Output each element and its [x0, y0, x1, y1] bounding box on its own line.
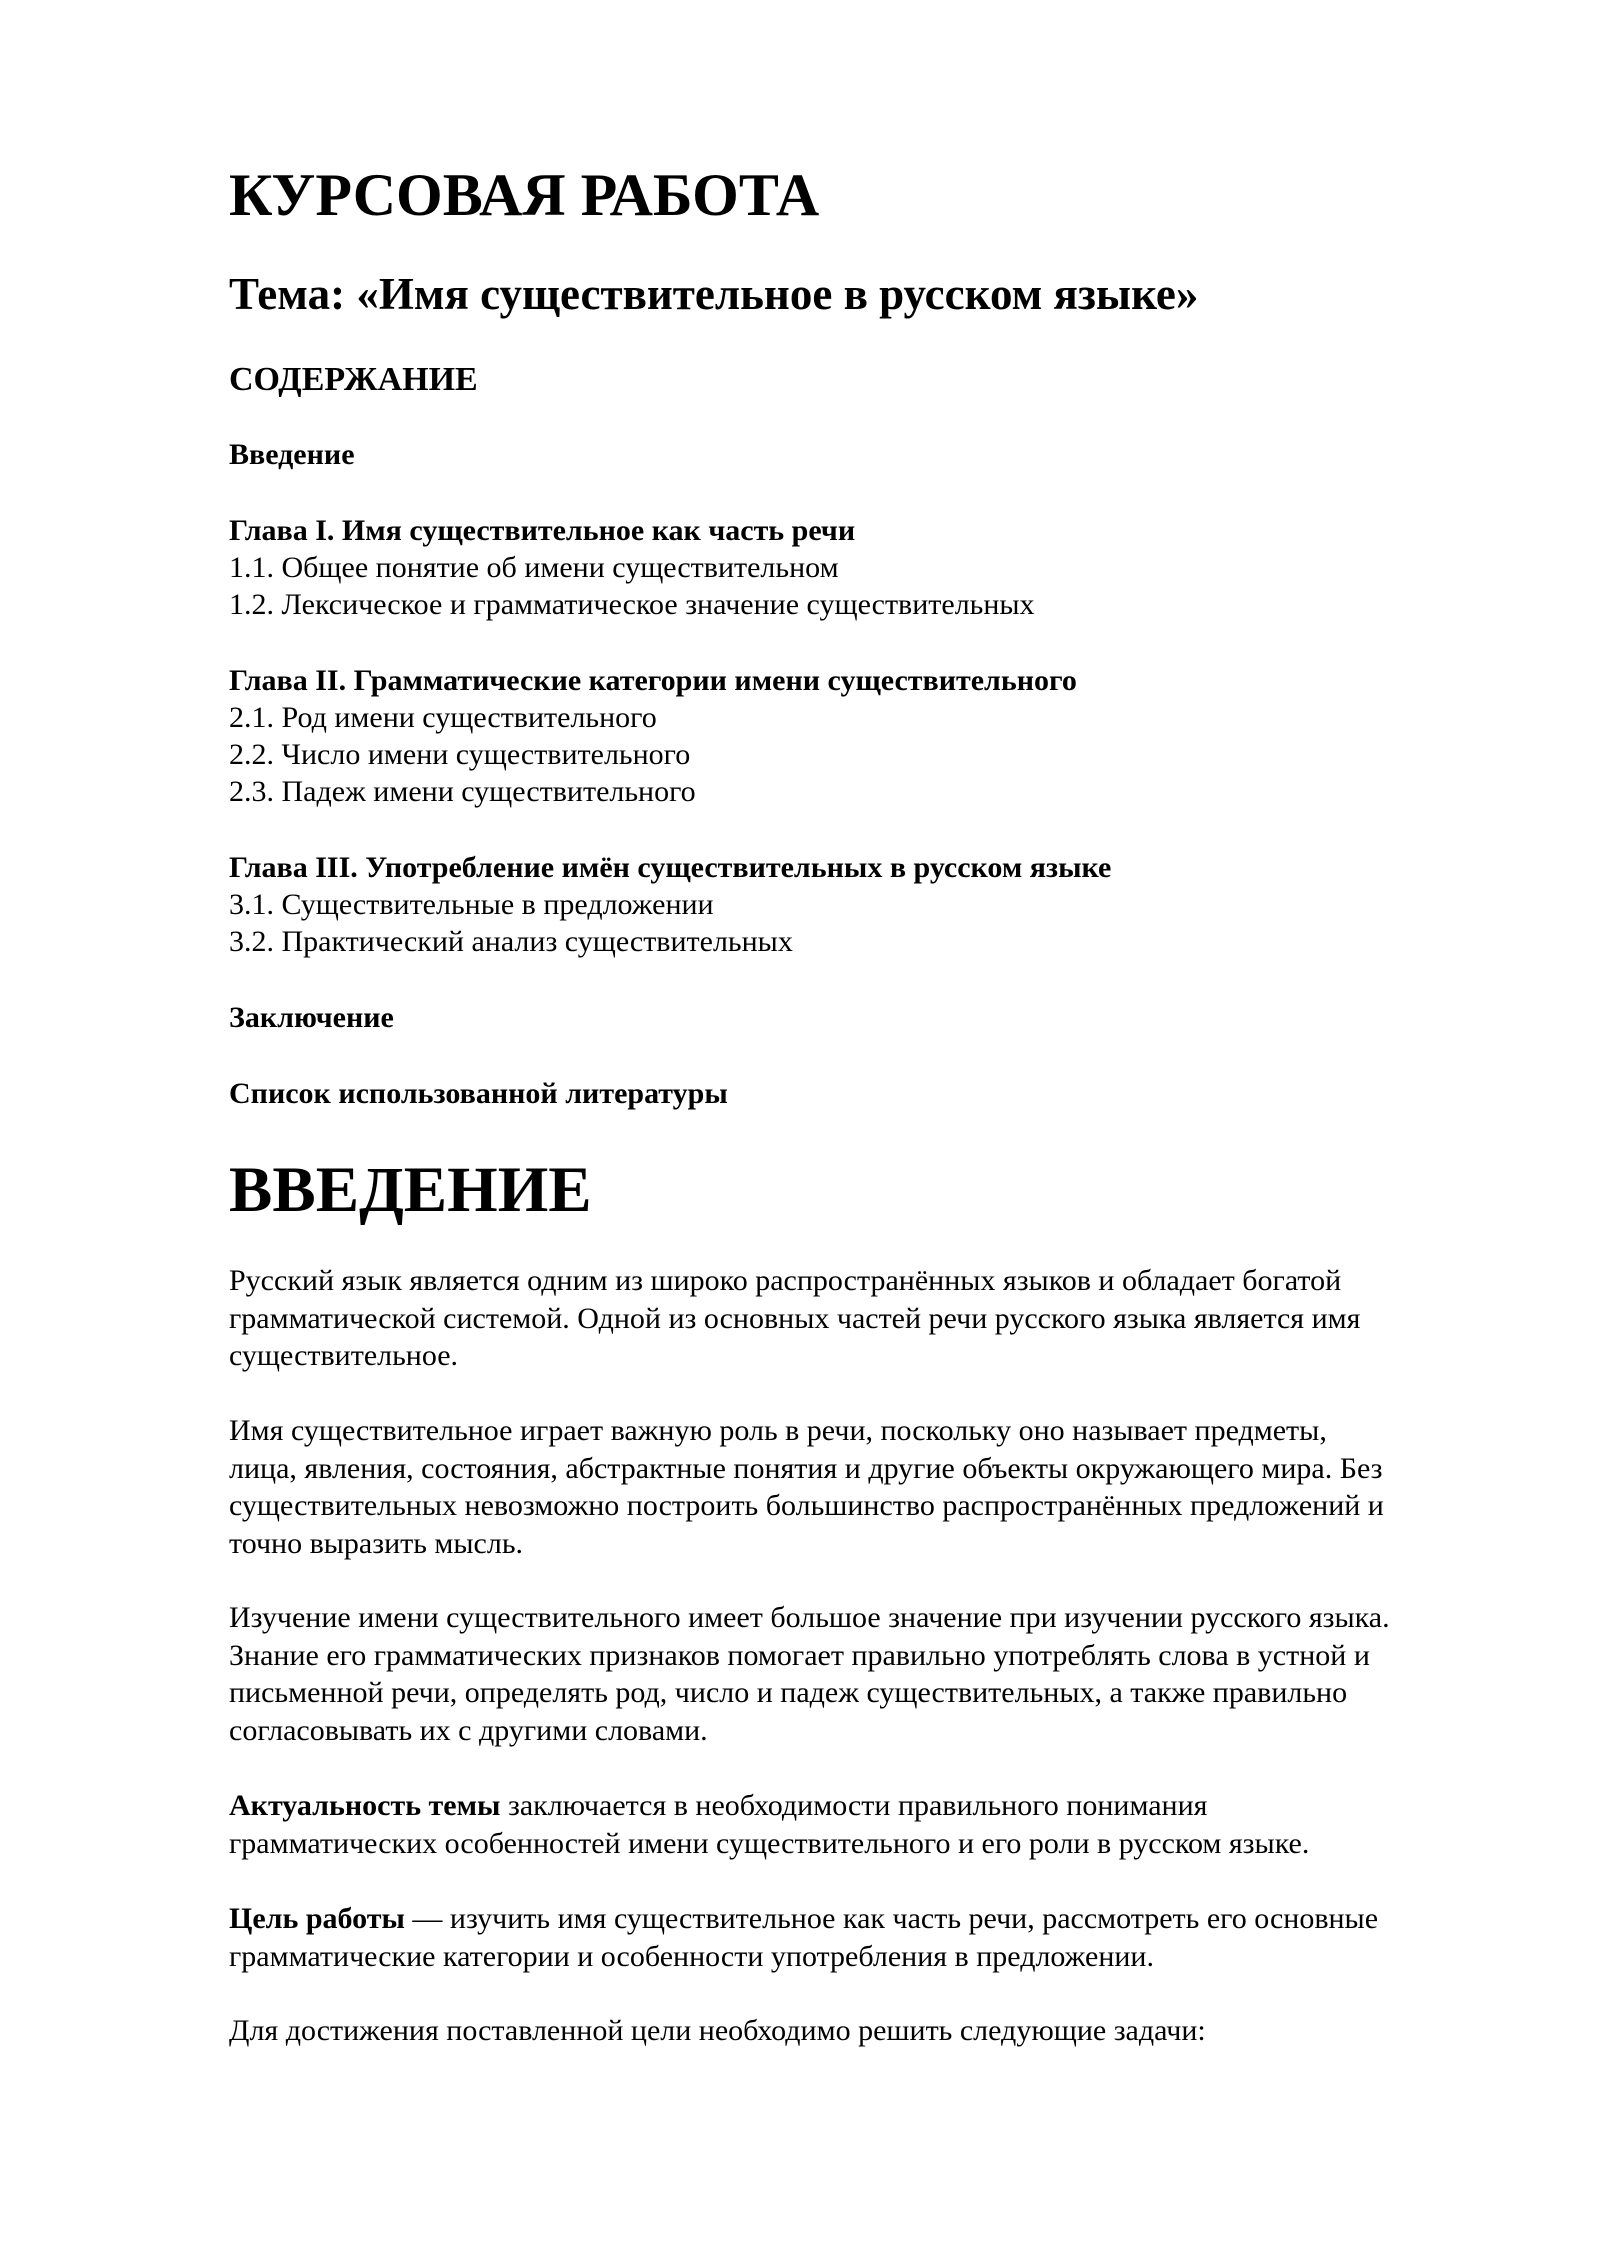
- paragraph-line: существительное.: [229, 1339, 459, 1372]
- paragraph-line: [229, 1787, 1519, 1825]
- paragraph-line: Изучение имени существительного имеет большое значение при изучении русского языка.: [229, 1601, 1390, 1634]
- paragraph-line: Знание его грамматических признаков помогает правильно употреблять слова в устной и: [229, 1638, 1370, 1672]
- toc-chapter-1-title: Глава I. Имя существительное как часть речи: [229, 514, 856, 547]
- toc-chapter-3-title: Глава III. Употребление имён существительных в русском языке: [229, 851, 1112, 884]
- toc-item: 1.2. Лексическое и грамматическое значение существительных: [229, 588, 1035, 621]
- goal-text: — изучить имя существительное как часть речи, рассмотреть его основные: [404, 1902, 1379, 1935]
- introduction-heading: ВВЕДЕНИЕ: [229, 1154, 592, 1226]
- toc-references: Список использованной литературы: [229, 1077, 728, 1110]
- document-title: КУРСОВАЯ РАБОТА: [229, 162, 820, 228]
- introduction-paragraph: [229, 1599, 1519, 1749]
- paragraph-line: письменной речи, определять род, число и падеж существительных, а также правильно: [229, 1676, 1348, 1709]
- toc-item: 2.1. Род имени существительного: [229, 701, 657, 734]
- toc-chapter-2-title: Глава II. Грамматические категории имени существительного: [229, 664, 1077, 697]
- paragraph-line: Русский язык является одним из широко распространённых языков и обладает богатой: [229, 1264, 1342, 1297]
- toc-item: 1.1. Общее понятие об имени существительном: [229, 551, 839, 584]
- toc-heading: СОДЕРЖАНИЕ: [229, 361, 478, 398]
- paragraph-line: Имя существительное играет важную роль в речи, поскольку оно называет предметы,: [229, 1414, 1327, 1447]
- toc-intro: Введение: [229, 438, 355, 471]
- toc-item: 2.2. Число имени существительного: [229, 738, 691, 771]
- goal-paragraph: [229, 1900, 1519, 1975]
- toc-item: 3.2. Практический анализ существительных: [229, 925, 793, 958]
- paragraph-line: грамматической системой. Одной из основных частей речи русского языка является имя: [229, 1301, 1361, 1335]
- goal-label: Цель работы: [229, 1902, 405, 1935]
- relevance-paragraph: [229, 1787, 1519, 1862]
- introduction-paragraph: [229, 1262, 1519, 1375]
- tasks-intro-paragraph: [229, 2012, 1519, 2050]
- toc-conclusion: Заключение: [229, 1001, 394, 1034]
- paragraph-line: согласовывать их с другими словами.: [229, 1713, 708, 1747]
- toc-item: 3.1. Существительные в предложении: [229, 888, 714, 921]
- paragraph-line: грамматических особенностей имени существительного и его роли в русском языке.: [229, 1826, 1310, 1860]
- paragraph-line: существительных невозможно построить большинство распространённых предложений и: [229, 1489, 1384, 1522]
- paragraph-line: грамматические категории и особенности употребления в предложении.: [229, 1939, 1154, 1973]
- introduction-paragraph: [229, 1412, 1519, 1562]
- paragraph-line: точно выразить мысль.: [229, 1526, 524, 1560]
- paragraph-line: лица, явления, состояния, абстрактные понятия и другие объекты окружающего мира. Без: [229, 1451, 1383, 1485]
- relevance-text: заключается в необходимости правильного понимания: [500, 1789, 1208, 1822]
- document-topic: Тема: «Имя существительное в русском языке»: [229, 269, 1199, 319]
- relevance-label: Актуальность темы: [229, 1789, 501, 1822]
- paragraph-line: [229, 1900, 1519, 1938]
- toc-item: 2.3. Падеж имени существительного: [229, 775, 696, 808]
- paragraph-line: Для достижения поставленной цели необходимо решить следующие задачи:: [229, 2014, 1206, 2047]
